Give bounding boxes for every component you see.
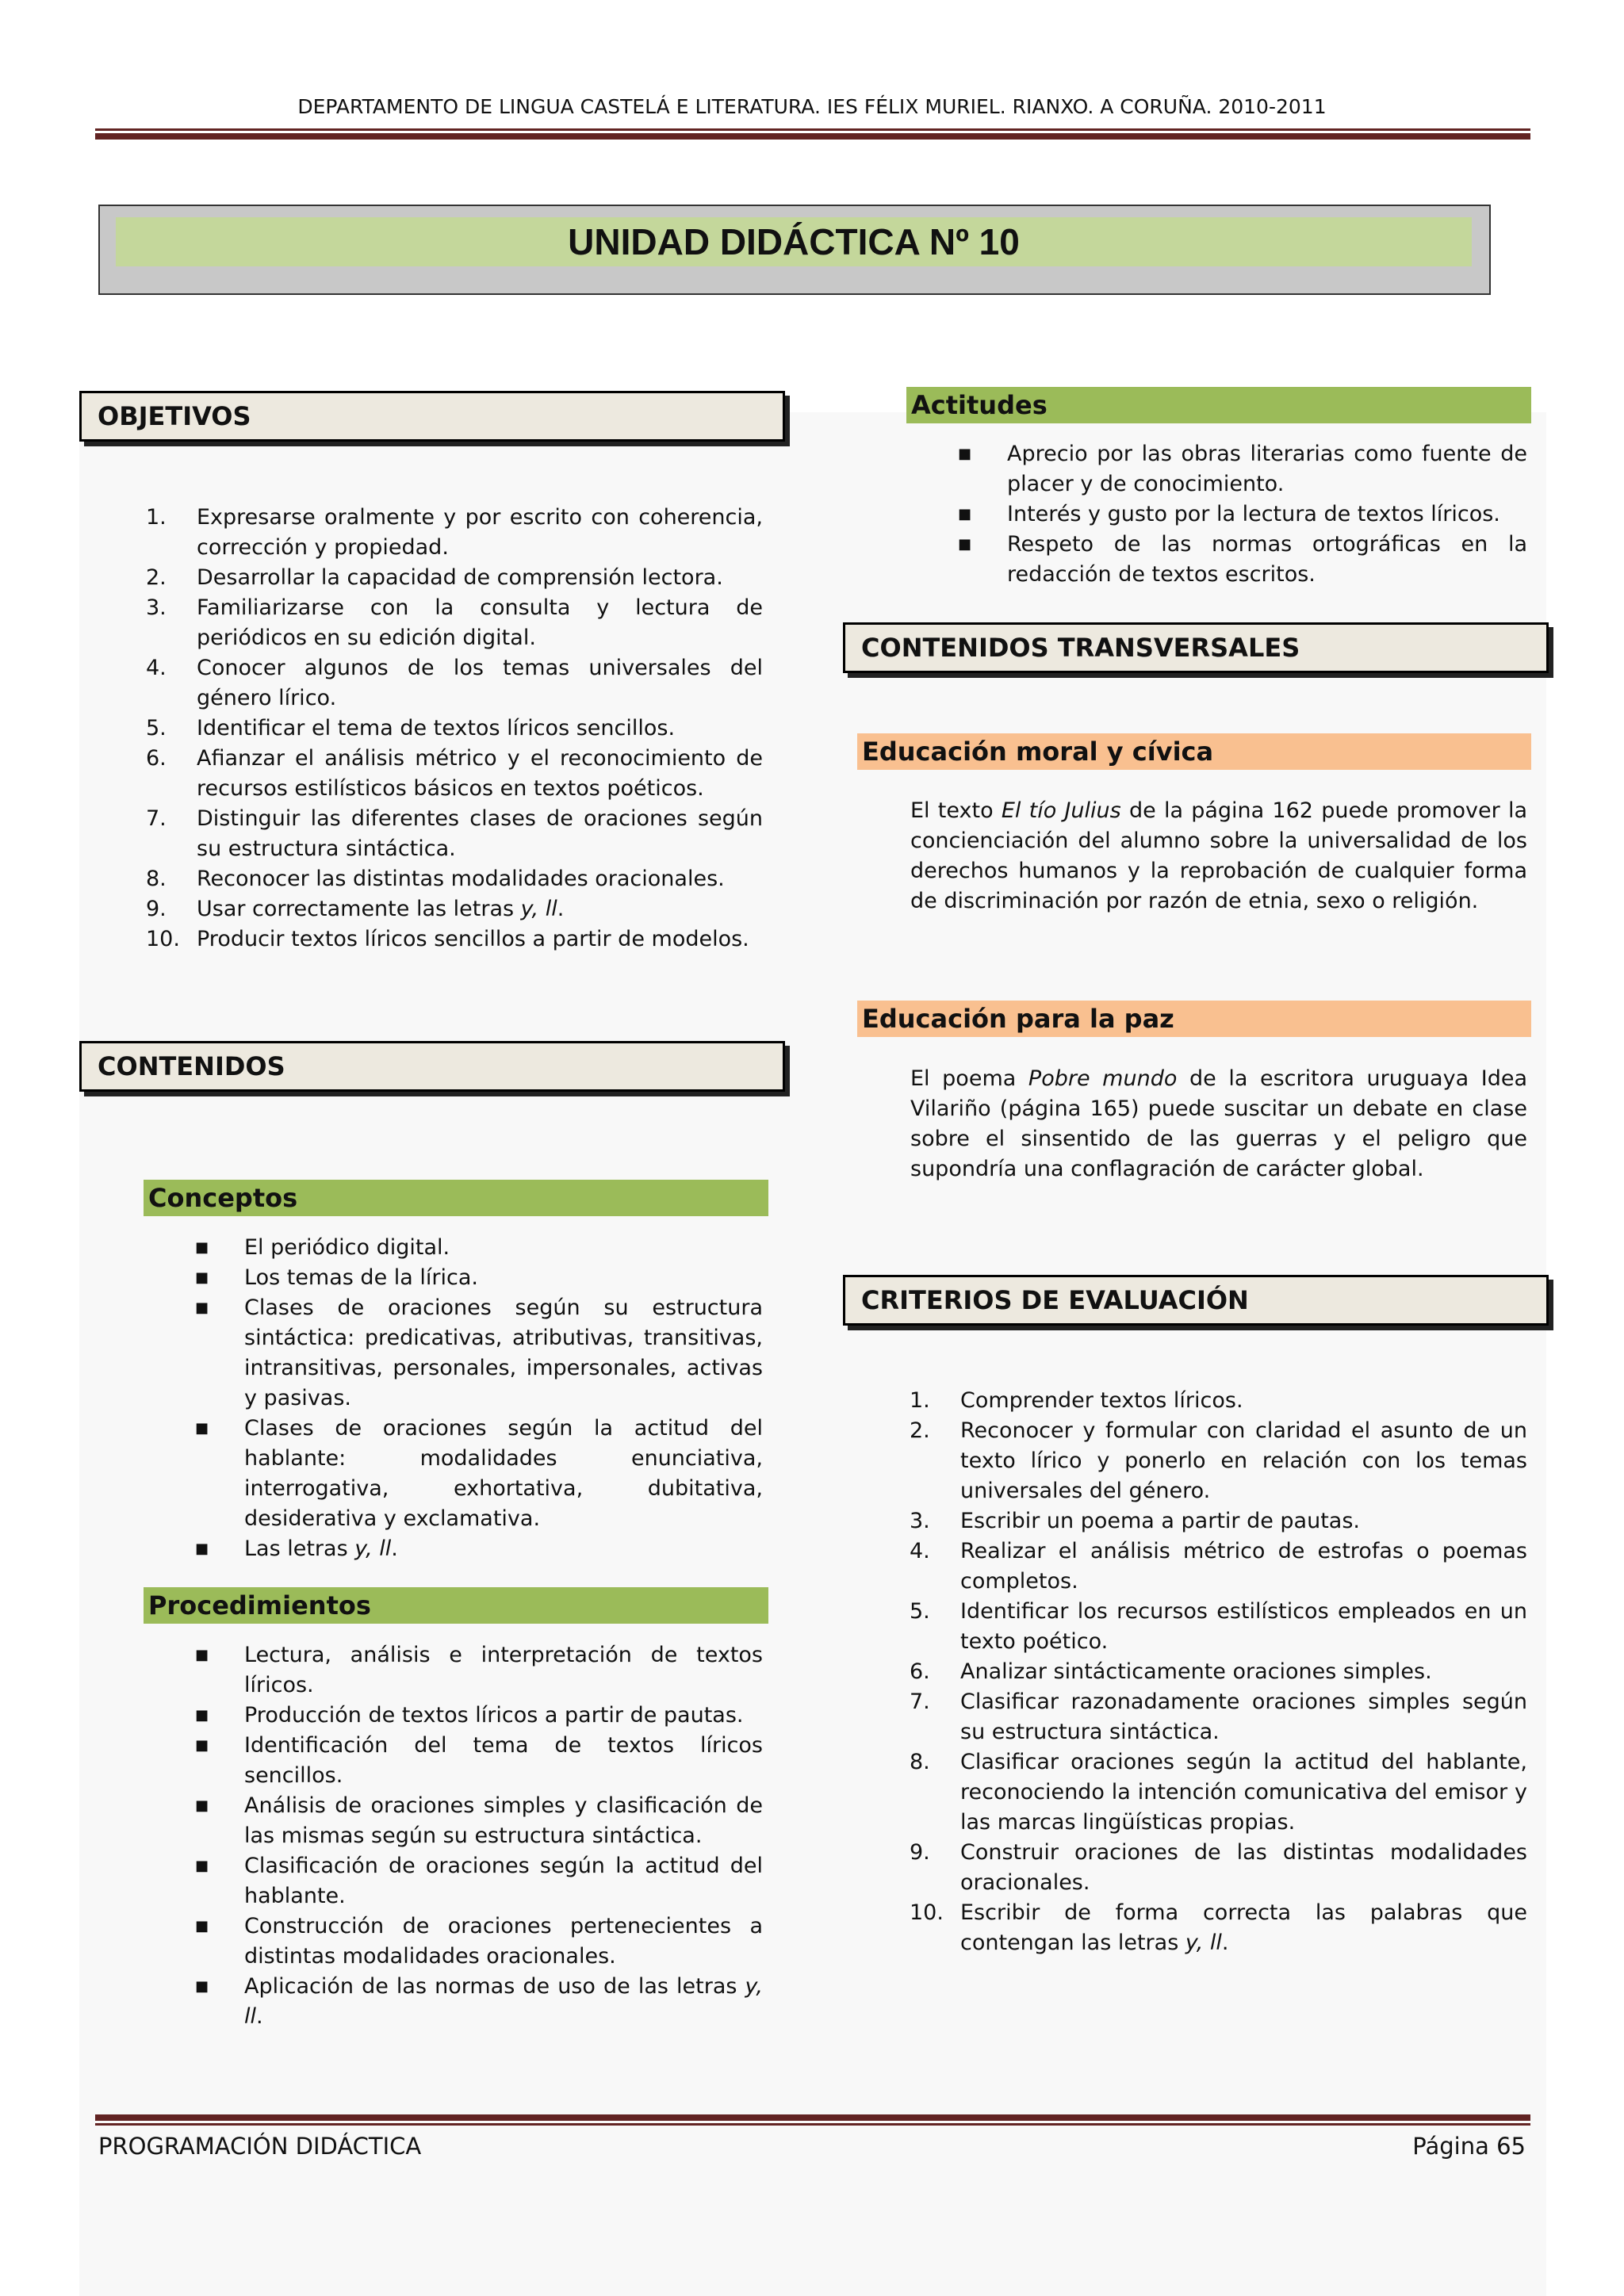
item-text: Escribir de forma correcta las palabras que contengan las letras — [960, 1900, 1527, 1955]
item-number: 3. — [910, 1509, 930, 1533]
footer-rule — [95, 2114, 1530, 2126]
conceptos-bar — [144, 1180, 768, 1216]
item-number: 5. — [146, 716, 167, 740]
item-number: 6. — [910, 1659, 930, 1684]
paz-text-title: Pobre mundo — [1028, 1066, 1178, 1091]
item-text: Respeto de las normas ortográficas en la redacción de textos escritos. — [1007, 532, 1527, 587]
bullet-icon: ■ — [195, 1918, 209, 1934]
contenidos-heading: CONTENIDOS — [98, 1051, 285, 1081]
bullet-icon: ■ — [195, 1239, 209, 1256]
moral-heading: Educación moral y cívica — [862, 737, 1214, 767]
transversales-heading: CONTENIDOS TRANSVERSALES — [861, 633, 1300, 663]
item-number: 8. — [146, 867, 167, 891]
item-number: 4. — [910, 1539, 930, 1563]
item-trailing-text: . — [1221, 1931, 1229, 1955]
item-text: Producir textos líricos sencillos a partir de modelos. — [197, 927, 749, 951]
objetivos-heading-box — [79, 391, 785, 442]
item-text: Usar correctamente las letras — [197, 897, 521, 921]
item-text: Identificar los recursos estilísticos empleados en un texto poético. — [960, 1599, 1527, 1654]
actitudes-heading: Actitudes — [911, 390, 1048, 420]
bullet-item — [195, 1534, 763, 1564]
bullet-item — [195, 1701, 763, 1731]
item-number: 7. — [146, 806, 167, 831]
bullet-icon: ■ — [195, 1269, 209, 1286]
item-italic-text: y, ll — [244, 1974, 763, 2029]
paz-text-pre: El poema — [910, 1066, 1028, 1091]
numbered-item — [910, 1747, 1527, 1838]
numbered-item — [910, 1536, 1527, 1597]
item-text: Clases de oraciones según su estructura sintáctica: predicativas, atributivas, transitivas, intransitivas, personales, impersonales, activas y pasivas. — [244, 1295, 763, 1410]
conceptos-list — [195, 1233, 763, 1564]
procedimientos-bar — [144, 1587, 768, 1624]
item-trailing-text: . — [557, 897, 565, 921]
numbered-item — [910, 1657, 1527, 1687]
item-text: Aprecio por las obras literarias como fuente de placer y de conocimiento. — [1007, 442, 1527, 496]
moral-text-pre: El texto — [910, 798, 1002, 823]
bullet-icon: ■ — [195, 1978, 209, 1995]
bullet-item — [195, 1972, 763, 2032]
numbered-item — [910, 1416, 1527, 1506]
bullet-icon: ■ — [958, 446, 972, 462]
paz-bar — [857, 1001, 1531, 1037]
procedimientos-heading: Procedimientos — [148, 1590, 371, 1621]
item-number: 10. — [910, 1900, 944, 1925]
bullet-item — [195, 1414, 763, 1534]
item-italic-text: y, ll — [1185, 1931, 1222, 1955]
item-number: 7. — [910, 1689, 930, 1714]
department-header: DEPARTAMENTO DE LINGUA CASTELÁ E LITERATURA. IES FÉLIX MURIEL. RIANXO. A CORUÑA. 2010-2011 — [297, 95, 1327, 118]
item-text: Reconocer y formular con claridad el asunto de un texto lírico y ponerlo en relación con los temas universales del género. — [960, 1418, 1527, 1503]
item-italic-text: y, ll — [520, 897, 557, 921]
numbered-item — [146, 804, 763, 864]
item-text: Los temas de la lírica. — [244, 1265, 478, 1290]
item-number: 3. — [146, 595, 167, 620]
item-trailing-text: . — [256, 2004, 263, 2029]
transversales-heading-box — [843, 622, 1549, 673]
numbered-item — [146, 653, 763, 714]
procedimientos-list — [195, 1640, 763, 2032]
bullet-item — [195, 1731, 763, 1791]
paz-paragraph — [910, 1064, 1527, 1184]
objetivos-heading: OBJETIVOS — [98, 401, 251, 431]
numbered-item — [910, 1838, 1527, 1898]
numbered-item — [146, 744, 763, 804]
actitudes-bar — [906, 387, 1531, 423]
bullet-icon: ■ — [195, 1647, 209, 1663]
bullet-item — [195, 1263, 763, 1293]
item-number: 2. — [146, 565, 167, 590]
item-text: Clases de oraciones según la actitud del hablante: modalidades enunciativa, interrogativa, exhortativa, dubitativa, desiderativa y exclamativa. — [244, 1416, 763, 1531]
numbered-item — [146, 503, 763, 563]
numbered-item — [910, 1506, 1527, 1536]
item-text: Realizar el análisis métrico de estrofas o poemas completos. — [960, 1539, 1527, 1594]
item-number: 1. — [146, 505, 167, 530]
item-text: Las letras — [244, 1536, 355, 1561]
item-text: Analizar sintácticamente oraciones simples. — [960, 1659, 1432, 1684]
bullet-icon: ■ — [195, 1737, 209, 1754]
numbered-item — [146, 593, 763, 653]
unit-title-band — [116, 217, 1472, 266]
item-number: 9. — [910, 1840, 930, 1865]
item-number: 6. — [146, 746, 167, 771]
page-number: Página 65 — [1412, 2133, 1526, 2160]
header-rule — [95, 128, 1530, 140]
bullet-item — [195, 1233, 763, 1263]
numbered-item — [910, 1898, 1527, 1958]
item-text: Comprender textos líricos. — [960, 1388, 1243, 1413]
numbered-item — [146, 924, 763, 955]
item-text: Interés y gusto por la lectura de textos líricos. — [1007, 502, 1500, 526]
paz-text-post: de la escritora uruguaya Idea Vilariño (página 165) puede suscitar un debate en clase sobre el sinsentido de las guerras y el peligro que supondría una conflagración de carácter global. — [910, 1066, 1527, 1181]
item-text: Lectura, análisis e interpretación de textos líricos. — [244, 1643, 763, 1697]
item-text: Distinguir las diferentes clases de oraciones según su estructura sintáctica. — [197, 806, 763, 861]
item-number: 1. — [910, 1388, 930, 1413]
numbered-item — [910, 1597, 1527, 1657]
item-text: Expresarse oralmente y por escrito con coherencia, corrección y propiedad. — [197, 505, 763, 560]
item-number: 2. — [910, 1418, 930, 1443]
unit-title: UNIDAD DIDÁCTICA Nº 10 — [568, 221, 1020, 262]
item-text: Identificación del tema de textos líricos sencillos. — [244, 1733, 763, 1788]
paz-heading: Educación para la paz — [862, 1004, 1174, 1034]
item-text: Escribir un poema a partir de pautas. — [960, 1509, 1360, 1533]
item-text: Reconocer las distintas modalidades oracionales. — [197, 867, 725, 891]
objetivos-list — [146, 503, 763, 955]
footer-title: PROGRAMACIÓN DIDÁCTICA — [98, 2133, 422, 2160]
bullet-item — [195, 1640, 763, 1701]
unit-title-box — [98, 205, 1491, 295]
bullet-icon: ■ — [958, 536, 972, 553]
bullet-icon: ■ — [195, 1797, 209, 1814]
bullet-item — [195, 1293, 763, 1414]
criterios-heading-box — [843, 1275, 1549, 1326]
actitudes-list — [958, 439, 1527, 590]
item-number: 5. — [910, 1599, 930, 1624]
bullet-icon: ■ — [195, 1858, 209, 1874]
moral-text-title: El tío Julius — [1001, 798, 1121, 823]
bullet-icon: ■ — [195, 1299, 209, 1316]
bullet-icon: ■ — [195, 1420, 209, 1437]
conceptos-heading: Conceptos — [148, 1183, 298, 1213]
item-text: Conocer algunos de los temas universales del género lírico. — [197, 656, 763, 710]
item-number: 10. — [146, 927, 180, 951]
bullet-item — [195, 1911, 763, 1972]
bullet-item — [958, 530, 1527, 590]
criterios-heading: CRITERIOS DE EVALUACIÓN — [861, 1285, 1249, 1315]
bullet-item — [195, 1851, 763, 1911]
item-text: Identificar el tema de textos líricos sencillos. — [197, 716, 676, 740]
item-number: 8. — [910, 1750, 930, 1774]
numbered-item — [910, 1687, 1527, 1747]
bullet-item — [958, 499, 1527, 530]
bullet-icon: ■ — [958, 506, 972, 522]
moral-paragraph — [910, 796, 1527, 916]
item-text: Clasificar oraciones según la actitud del hablante, reconociendo la intención comunicativa del emisor y las marcas lingüísticas propias. — [960, 1750, 1527, 1835]
item-trailing-text: . — [391, 1536, 398, 1561]
criterios-list — [910, 1386, 1527, 1958]
contenidos-heading-box — [79, 1041, 785, 1092]
item-text: Clasificación de oraciones según la actitud del hablante. — [244, 1854, 763, 1908]
item-text: Clasificar razonadamente oraciones simples según su estructura sintáctica. — [960, 1689, 1527, 1744]
numbered-item — [146, 894, 763, 924]
item-text: Familiarizarse con la consulta y lectura de periódicos en su edición digital. — [197, 595, 763, 650]
item-text: Afianzar el análisis métrico y el reconocimiento de recursos estilísticos básicos en textos poéticos. — [197, 746, 763, 801]
item-number: 9. — [146, 897, 167, 921]
numbered-item — [910, 1386, 1527, 1416]
item-text: Análisis de oraciones simples y clasificación de las mismas según su estructura sintáctica. — [244, 1793, 763, 1848]
numbered-item — [146, 563, 763, 593]
bullet-item — [195, 1791, 763, 1851]
bullet-item — [958, 439, 1527, 499]
numbered-item — [146, 864, 763, 894]
bullet-icon: ■ — [195, 1540, 209, 1557]
item-text: Aplicación de las normas de uso de las letras — [244, 1974, 745, 1999]
numbered-item — [146, 714, 763, 744]
item-text: Desarrollar la capacidad de comprensión lectora. — [197, 565, 723, 590]
item-text: El periódico digital. — [244, 1235, 450, 1260]
bullet-icon: ■ — [195, 1707, 209, 1724]
item-text: Construir oraciones de las distintas modalidades oracionales. — [960, 1840, 1527, 1895]
item-text: Construcción de oraciones pertenecientes a distintas modalidades oracionales. — [244, 1914, 763, 1969]
item-text: Producción de textos líricos a partir de pautas. — [244, 1703, 744, 1728]
item-number: 4. — [146, 656, 167, 680]
item-italic-text: y, ll — [354, 1536, 392, 1561]
moral-bar — [857, 733, 1531, 770]
moral-text-post: de la página 162 puede promover la concienciación del alumno sobre la universalidad de los derechos humanos y la reprobación de cualquier forma de discriminación por razón de etnia, sexo o religión. — [910, 798, 1527, 913]
